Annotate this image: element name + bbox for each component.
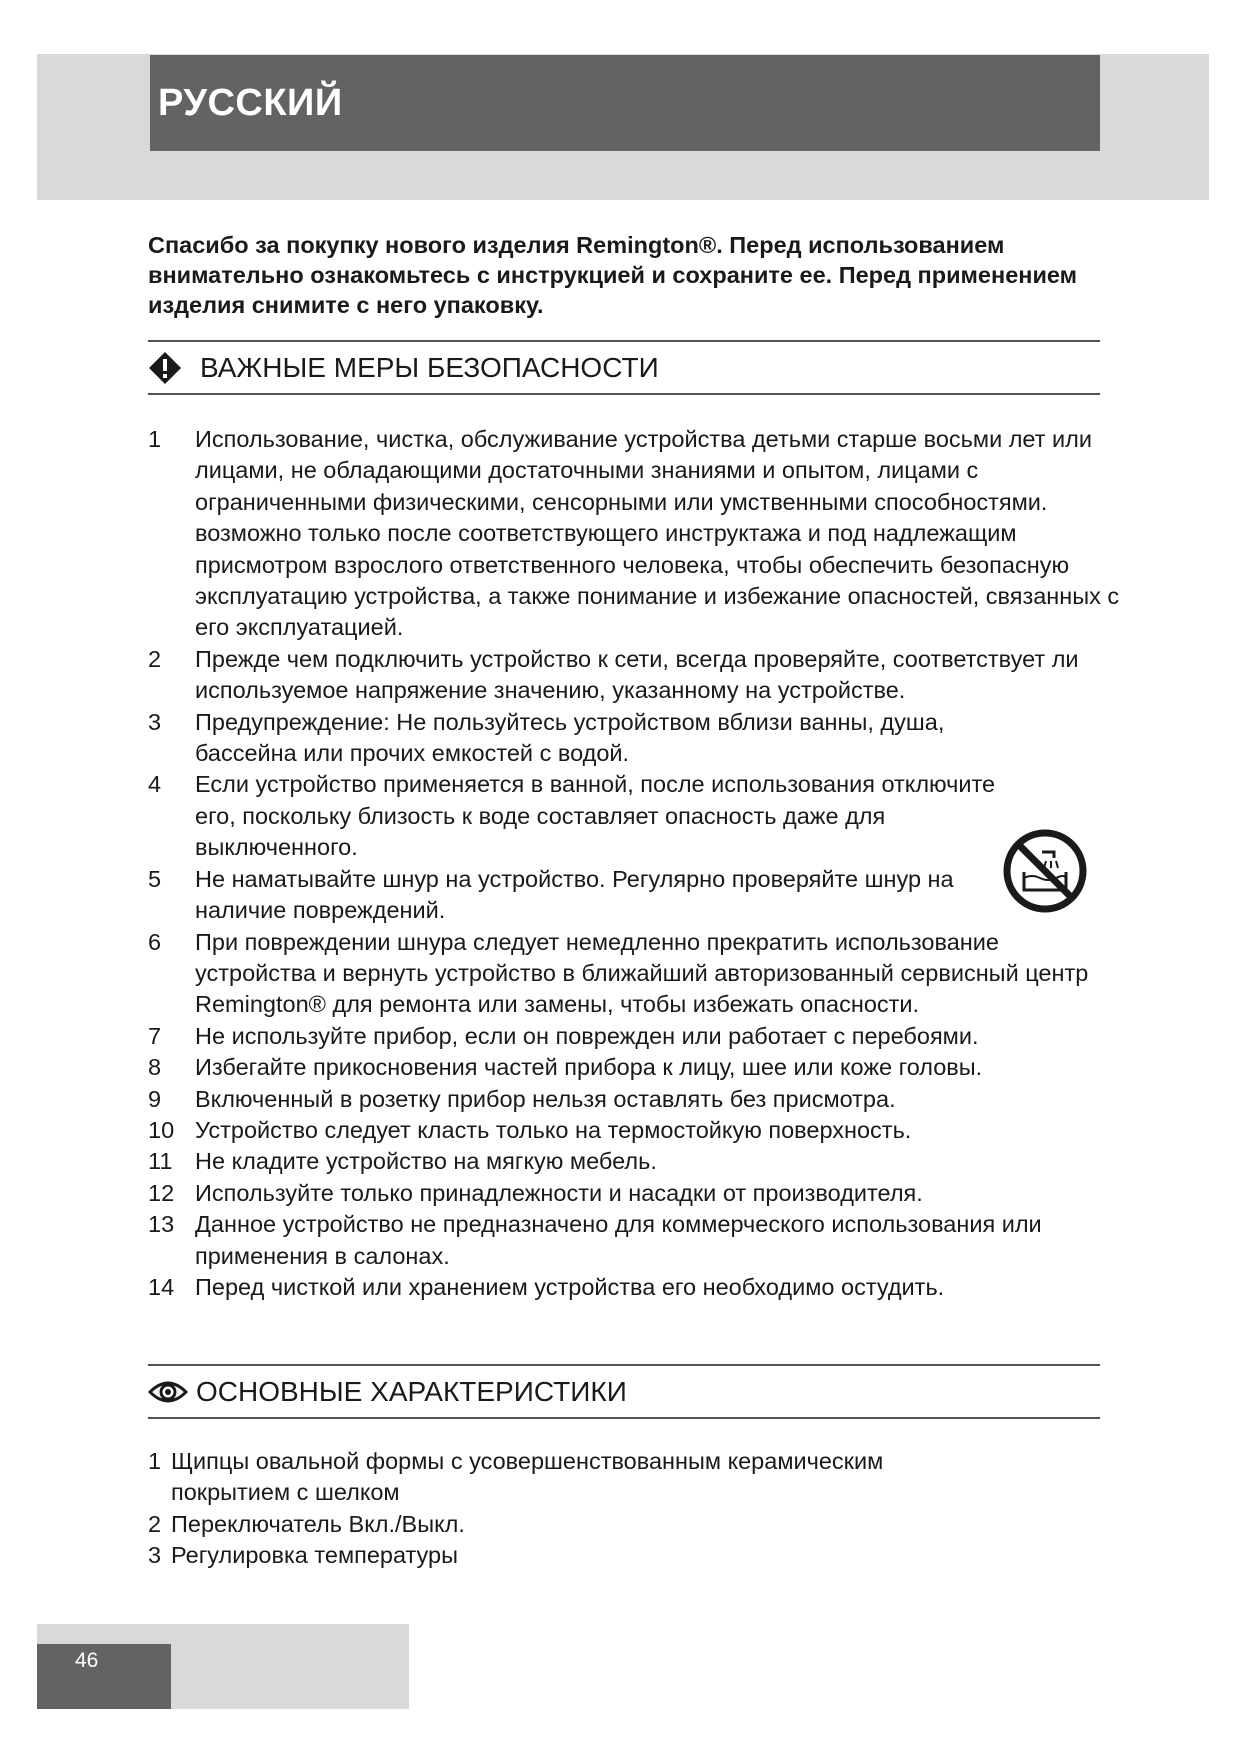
section-divider <box>148 1417 1100 1419</box>
section-divider <box>148 1364 1100 1366</box>
item-number: 13 <box>148 1211 175 1238</box>
no-water-use-icon <box>1002 828 1088 914</box>
list-item <box>148 644 1095 707</box>
list-item <box>148 1509 968 1540</box>
item-text: При повреждении шнура следует немедленно прекратить использование устройства и вернуть устройство в ближайший авторизованный сервисный центр Remington® для ремонта или замены, чтобы избежать опасности. <box>195 928 1089 1018</box>
item-number: 14 <box>148 1273 175 1300</box>
item-number: 10 <box>148 1116 175 1143</box>
item-text: Щипцы овальной формы с усовершенствованным керамическим покрытием с шелком <box>171 1448 884 1506</box>
safety-list <box>148 424 1120 1303</box>
item-text: Не наматывайте шнур на устройство. Регулярно проверяйте шнур на наличие повреждений. <box>195 865 954 924</box>
item-text: Избегайте прикосновения частей прибора к лицу, шее или коже головы. <box>195 1054 983 1081</box>
item-number: 12 <box>148 1179 175 1206</box>
item-number: 5 <box>148 865 162 892</box>
item-text: Включенный в розетку прибор нельзя оставлять без присмотра. <box>195 1085 896 1112</box>
list-item <box>148 1209 1155 1272</box>
item-text: Переключатель Вкл./Выкл. <box>171 1510 465 1537</box>
list-item <box>148 707 1025 770</box>
intro-text: Спасибо за покупку нового изделия Remington®. Перед использованием внимательно ознакомьтесь с инструкцией и сохраните ее. Перед применением изделия снимите с него упаковку. <box>148 232 1078 318</box>
item-text: Предупреждение: Не пользуйтесь устройством вблизи ванны, душа, бассейна или прочих емкостей с водой. <box>195 708 945 767</box>
page-title: РУССКИЙ <box>150 55 1100 151</box>
item-text: Прежде чем подключить устройство к сети, всегда проверяйте, соответствует ли используемое напряжение значению, указанному на устройстве. <box>195 645 1079 704</box>
item-number: 4 <box>148 771 162 798</box>
list-item <box>148 1052 1108 1083</box>
list-item <box>148 1021 1108 1052</box>
list-item <box>148 1084 1108 1115</box>
warning-diamond-icon <box>148 351 182 385</box>
item-text: Данное устройство не предназначено для коммерческого использования или применения в салонах. <box>195 1211 1042 1269</box>
item-number: 2 <box>148 1510 162 1537</box>
page-number: 46 <box>37 1644 171 1709</box>
features-heading <box>148 1367 1100 1417</box>
section-divider <box>148 340 1100 342</box>
item-text: Перед чисткой или хранением устройства его необходимо остудить. <box>195 1273 945 1300</box>
list-item <box>148 1115 1108 1146</box>
list-item <box>148 769 1005 863</box>
item-number: 6 <box>148 928 162 955</box>
item-number: 3 <box>148 708 162 735</box>
list-item <box>148 1146 1108 1177</box>
eye-icon <box>148 1379 188 1405</box>
item-text: Если устройство применяется в ванной, после использования отключите его, поскольку близость к воде составляет опасность даже для выключенного. <box>195 771 996 861</box>
item-number: 9 <box>148 1085 162 1112</box>
list-item <box>148 1272 1108 1303</box>
item-number: 7 <box>148 1022 162 1049</box>
item-text: Используйте только принадлежности и насадки от производителя. <box>195 1179 923 1206</box>
item-text: Устройство следует класть только на термостойкую поверхность. <box>195 1116 912 1143</box>
item-number: 11 <box>148 1148 173 1175</box>
features-list <box>148 1446 968 1572</box>
item-text: Не используйте прибор, если он поврежден или работает с перебоями. <box>195 1022 979 1049</box>
item-number: 3 <box>148 1542 162 1569</box>
item-text: Регулировка температуры <box>171 1542 458 1569</box>
section-divider <box>148 393 1100 395</box>
item-text: Не кладите устройство на мягкую мебель. <box>195 1148 657 1175</box>
list-item <box>148 927 1125 1021</box>
features-heading-text: ОСНОВНЫЕ ХАРАКТЕРИСТИКИ <box>196 1376 627 1407</box>
list-item <box>148 1540 968 1571</box>
item-number: 1 <box>148 1448 162 1474</box>
list-item <box>148 1446 968 1509</box>
item-number: 1 <box>148 426 162 452</box>
list-item <box>148 1178 1108 1209</box>
safety-heading-text: ВАЖНЫЕ МЕРЫ БЕЗОПАСНОСТИ <box>200 352 659 383</box>
item-text: Использование, чистка, обслуживание устройства детьми старше восьми лет или лицами, не обладающими достаточными знаниями и опытом, лицами с ограниченными физическими, сенсорными или умственными способностями. возможно только после соответствующего инструктажа и под надлежащим присмотром взрослого ответственного человека, чтобы обеспечить безопасную эксплуатацию устройства, а также понимание и избежание опасностей, связанных с его эксплуатацией. <box>195 426 1120 641</box>
item-number: 8 <box>148 1054 162 1081</box>
item-number: 2 <box>148 645 162 672</box>
safety-heading <box>148 343 1100 393</box>
list-item <box>148 424 1125 644</box>
list-item <box>148 864 955 927</box>
